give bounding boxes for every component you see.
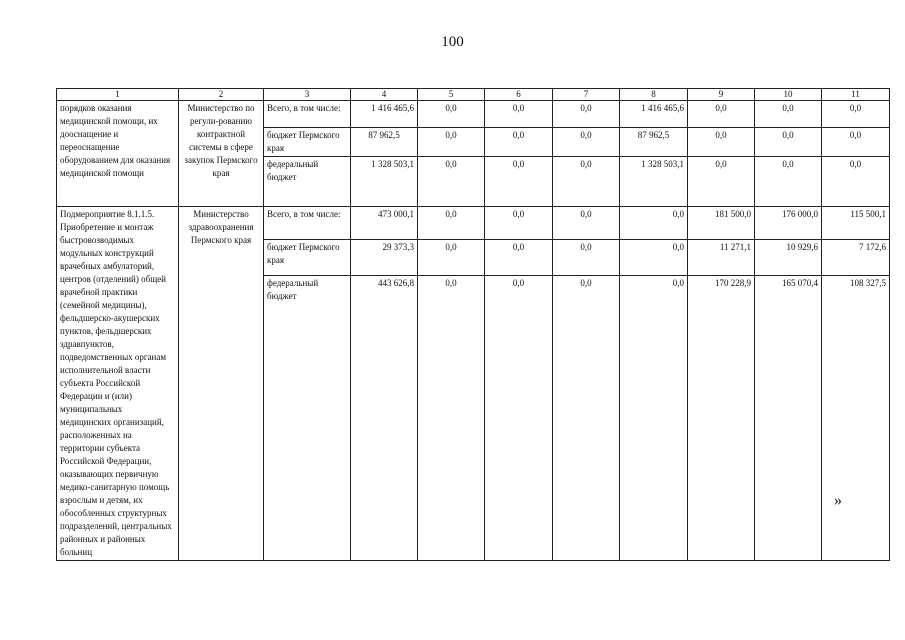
value-cell: 176 000,0 (755, 207, 822, 240)
funding-source: федеральный бюджет (264, 157, 351, 207)
value-cell: 0,0 (485, 101, 553, 128)
funding-source: Всего, в том числе: (264, 101, 351, 128)
value-cell: 11 271,1 (688, 240, 755, 276)
value-cell: 165 070,4 (755, 275, 822, 560)
value-cell: 0,0 (688, 157, 755, 207)
value-cell: 473 000,1 (351, 207, 418, 240)
value-cell: 0,0 (553, 207, 620, 240)
value-cell: 0,0 (418, 275, 485, 560)
header-cell: 8 (620, 89, 688, 101)
value-cell: 0,0 (485, 240, 553, 276)
value-cell: 0,0 (822, 128, 890, 157)
value-cell: 181 500,0 (688, 207, 755, 240)
value-cell: 87 962,5 (620, 128, 688, 157)
executor-cell: Министерство по регули-рованию контрактной системы в сфере закупок Пермского края (179, 101, 264, 207)
value-cell: 0,0 (418, 128, 485, 157)
value-cell: 1 328 503,1 (351, 157, 418, 207)
value-cell: 1 328 503,1 (620, 157, 688, 207)
executor-cell: Министерство здравоохранения Пермского края (179, 207, 264, 561)
value-cell: 0,0 (755, 128, 822, 157)
value-cell: 1 416 465,6 (351, 101, 418, 128)
header-cell: 7 (553, 89, 620, 101)
value-cell: 0,0 (485, 157, 553, 207)
value-cell: 0,0 (485, 128, 553, 157)
value-cell: 0,0 (485, 207, 553, 240)
value-cell: 7 172,6 (822, 240, 890, 276)
header-cell: 2 (179, 89, 264, 101)
value-cell: 0,0 (755, 101, 822, 128)
value-cell: 0,0 (418, 157, 485, 207)
budget-table (56, 88, 890, 561)
page-number: 100 (441, 34, 464, 50)
value-cell: 0,0 (688, 128, 755, 157)
header-cell: 5 (418, 89, 485, 101)
header-cell: 9 (688, 89, 755, 101)
value-cell: 170 228,9 (688, 275, 755, 560)
value-cell: 0,0 (418, 101, 485, 128)
measure-description: Подмероприятие 8.1.1.5. Приобретение и монтаж быстровозводимых модульных конструкций врачебных амбулаторий, центров (отделений) общей врачебной практики (семейной медицины), фельдшерско-акушерских пунктов, фельдшерских здравпунктов, подведомственных органам исполнительной власти субъекта Российской Федерации и (или) муниципальных медицинских организаций, расположенных на территории субъекта Российской Федерации, оказывающих первичную медико-санитарную помощь взрослым и детям, их обособленных структурных подразделений, центральных районных и районных больниц (57, 207, 179, 561)
value-cell: 0,0 (553, 275, 620, 560)
header-cell: 3 (264, 89, 351, 101)
funding-source: федеральный бюджет (264, 275, 351, 560)
value-cell: 87 962,5 (351, 128, 418, 157)
table-row (57, 101, 890, 128)
header-cell: 11 (822, 89, 890, 101)
header-cell: 1 (57, 89, 179, 101)
funding-source: Всего, в том числе: (264, 207, 351, 240)
header-cell: 10 (755, 89, 822, 101)
table-row (57, 207, 890, 240)
value-cell: 0,0 (485, 275, 553, 560)
value-cell: 1 416 465,6 (620, 101, 688, 128)
measure-description: порядков оказания медицинской помощи, их дооснащение и переоснащение оборудованием для оказания медицинской помощи (57, 101, 179, 207)
value-cell: 0,0 (553, 128, 620, 157)
value-cell: 0,0 (688, 101, 755, 128)
value-cell: 0,0 (620, 240, 688, 276)
value-cell: 0,0 (822, 157, 890, 207)
value-cell: 0,0 (755, 157, 822, 207)
header-row (57, 89, 890, 101)
funding-source: бюджет Пермского края (264, 240, 351, 276)
value-cell: 0,0 (620, 275, 688, 560)
value-cell: 0,0 (418, 207, 485, 240)
value-cell: 0,0 (822, 101, 890, 128)
value-cell: 108 327,5 (822, 275, 890, 560)
value-cell: 0,0 (553, 101, 620, 128)
value-cell: 443 626,8 (351, 275, 418, 560)
value-cell: 29 373,3 (351, 240, 418, 276)
value-cell: 0,0 (418, 240, 485, 276)
header-cell: 6 (485, 89, 553, 101)
closing-quote-mark: » (834, 492, 842, 509)
value-cell: 0,0 (553, 240, 620, 276)
funding-source: бюджет Пермского края (264, 128, 351, 157)
value-cell: 0,0 (620, 207, 688, 240)
value-cell: 115 500,1 (822, 207, 890, 240)
value-cell: 0,0 (553, 157, 620, 207)
header-cell: 4 (351, 89, 418, 101)
value-cell: 10 929,6 (755, 240, 822, 276)
